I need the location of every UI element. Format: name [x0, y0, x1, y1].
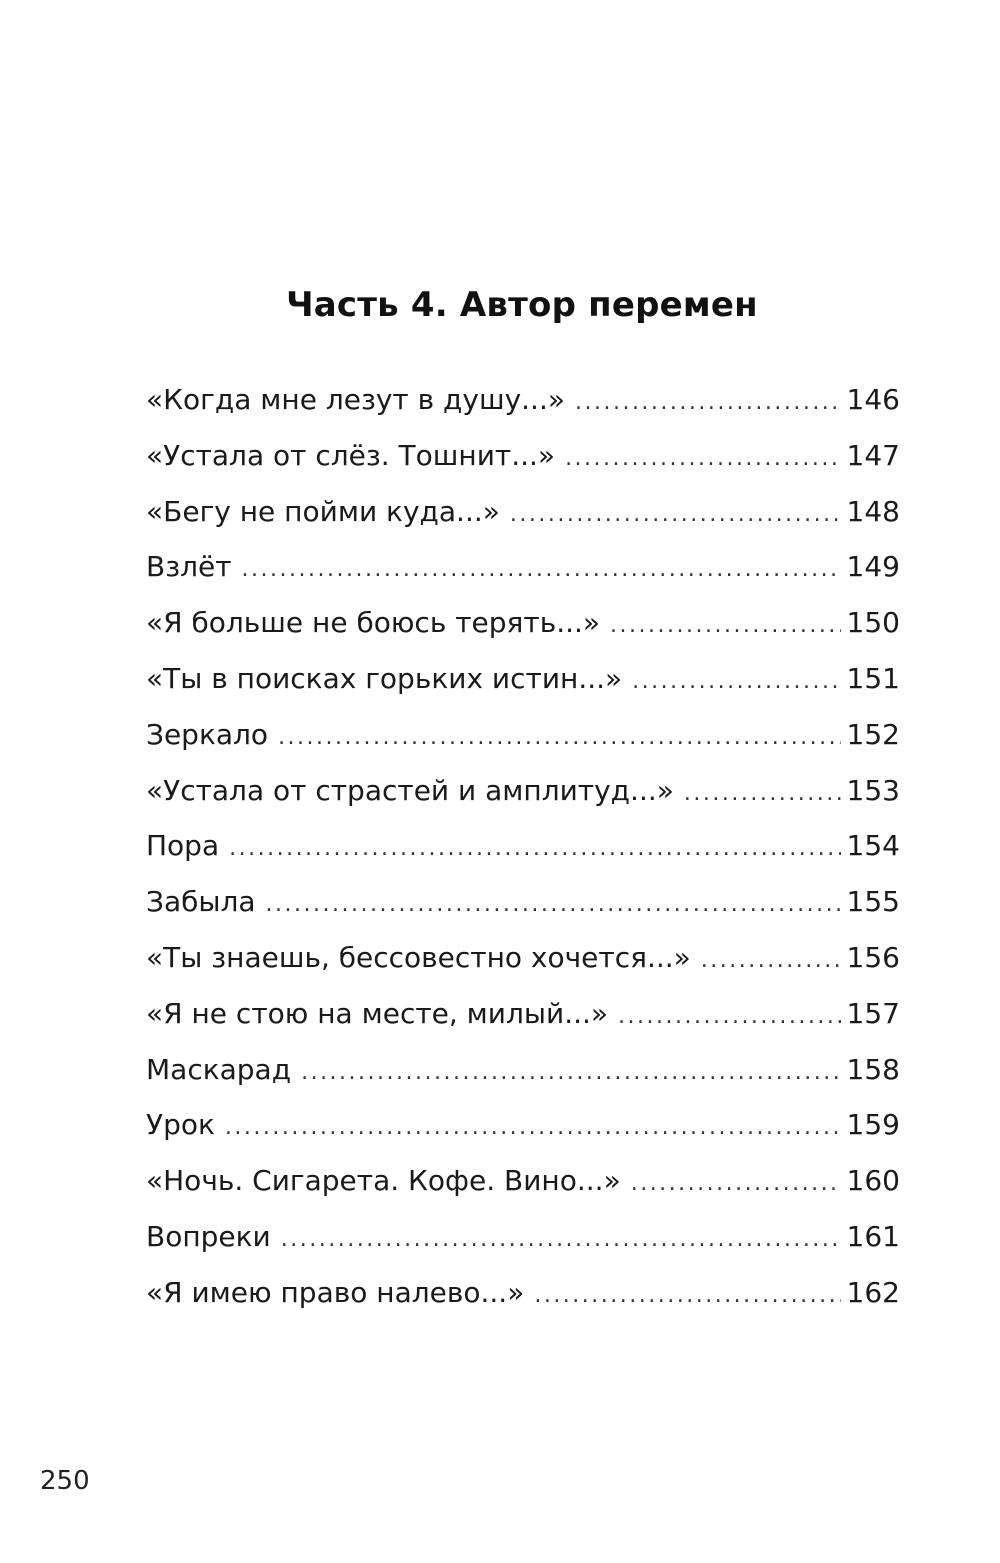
toc-entry-title: Урок: [146, 1108, 215, 1142]
toc-entry: [146, 601, 900, 657]
toc-entry-page: 158: [846, 1052, 900, 1086]
toc-entry-page: 155: [846, 885, 900, 919]
toc-entry: [146, 824, 900, 880]
toc-entry: [146, 657, 900, 713]
toc-entry-page: 159: [846, 1108, 900, 1142]
toc-dot-leader: [229, 827, 840, 871]
toc-entry: [146, 1271, 900, 1327]
toc-entry-page: 151: [846, 661, 900, 695]
toc-entry-title: Маскарад: [146, 1052, 292, 1086]
toc-dot-leader: [281, 1218, 841, 1262]
toc-entry-title: «Ты знаешь, бессовестно хочется...»: [146, 940, 691, 974]
toc-entry-page: 157: [846, 996, 900, 1030]
toc-dot-leader: [266, 883, 841, 927]
toc-entry-title: «Я имею право налево...»: [146, 1275, 525, 1309]
toc-dot-leader: [242, 548, 841, 592]
toc-entry: [146, 880, 900, 936]
toc-entry: [146, 1159, 900, 1215]
toc-dot-leader: [565, 437, 840, 481]
table-of-contents: [146, 378, 900, 1327]
toc-entry-page: 149: [846, 550, 900, 584]
toc-entry: [146, 992, 900, 1048]
toc-entry: [146, 545, 900, 601]
toc-entry: [146, 713, 900, 769]
toc-entry-page: 146: [846, 383, 900, 416]
toc-dot-leader: [534, 1274, 840, 1318]
toc-entry: [146, 378, 900, 434]
toc-dot-leader: [618, 995, 841, 1039]
toc-entry-page: 152: [846, 717, 900, 751]
toc-dot-leader: [301, 1051, 840, 1095]
toc-dot-leader: [684, 772, 841, 816]
toc-dot-leader: [225, 1106, 841, 1150]
toc-dot-leader: [575, 381, 841, 425]
toc-entry-title: Пора: [146, 829, 220, 863]
toc-entry-title: «Бегу не пойми куда...»: [146, 494, 500, 528]
toc-entry-title: «Устала от слёз. Тошнит...»: [146, 438, 556, 472]
toc-entry-title: Зеркало: [146, 717, 269, 751]
toc-entry-page: 160: [846, 1164, 900, 1198]
toc-entry: [146, 490, 900, 546]
toc-entry-page: 156: [846, 940, 900, 974]
toc-entry: [146, 1215, 900, 1271]
toc-dot-leader: [278, 716, 840, 760]
toc-entry: [146, 769, 900, 825]
toc-entry-page: 161: [846, 1219, 900, 1253]
toc-entry-title: «Я больше не боюсь терять...»: [146, 606, 601, 640]
page-number: 250: [40, 1466, 90, 1496]
toc-entry-title: «Я не стою на месте, милый...»: [146, 996, 609, 1030]
toc-entry-title: «Когда мне лезут в душу...»: [146, 383, 565, 416]
toc-dot-leader: [510, 493, 841, 537]
toc-entry: [146, 1103, 900, 1159]
toc-entry-title: Вопреки: [146, 1219, 271, 1253]
toc-entry-title: «Ночь. Сигарета. Кофе. Вино...»: [146, 1164, 621, 1198]
toc-entry-page: 153: [846, 773, 900, 807]
toc-entry-title: «Устала от страстей и амплитуд...»: [146, 773, 674, 807]
toc-entry-title: Взлёт: [146, 550, 232, 584]
toc-entry-page: 162: [846, 1275, 900, 1309]
toc-entry: [146, 434, 900, 490]
toc-entry-page: 148: [846, 494, 900, 528]
toc-entry-page: 147: [846, 438, 900, 472]
part-title: Часть 4. Автор перемен: [286, 284, 758, 325]
toc-entry-page: 150: [846, 606, 900, 640]
toc-dot-leader: [610, 604, 841, 648]
toc-entry: [146, 936, 900, 992]
toc-dot-leader: [631, 1162, 841, 1206]
toc-dot-leader: [701, 939, 841, 983]
toc-dot-leader: [632, 660, 840, 704]
toc-entry-title: Забыла: [146, 885, 256, 919]
toc-entry-page: 154: [846, 829, 900, 863]
toc-entry-title: «Ты в поисках горьких истин...»: [146, 661, 623, 695]
toc-entry: [146, 1048, 900, 1104]
